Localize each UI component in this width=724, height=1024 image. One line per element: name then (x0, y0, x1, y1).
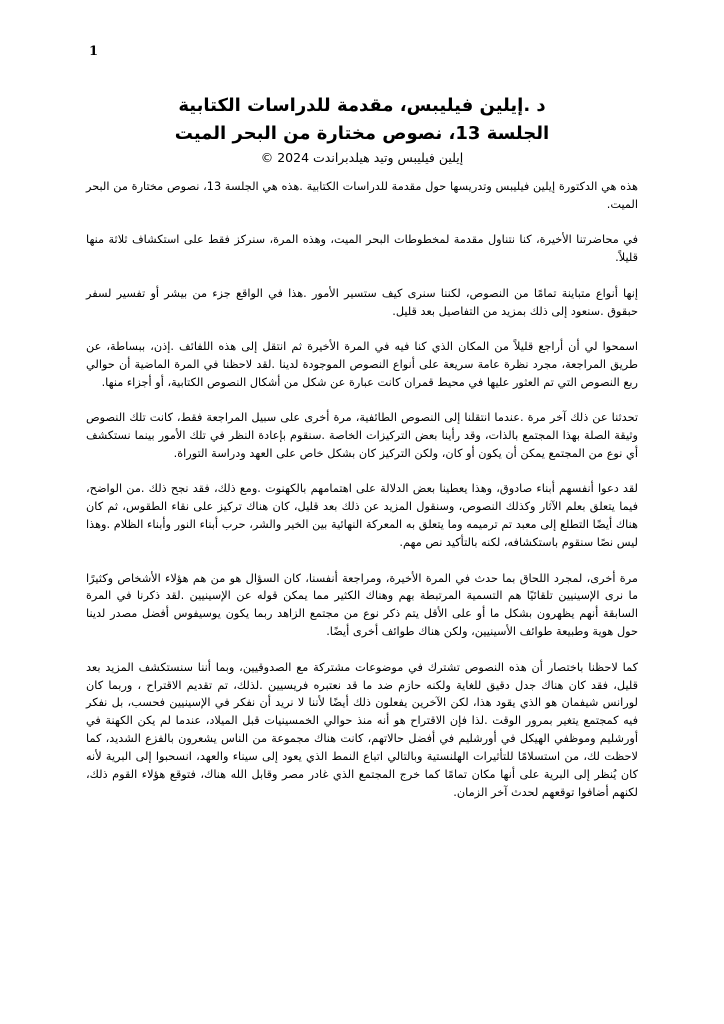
document-body (86, 178, 638, 819)
body-paragraph: مرة أخرى، لمجرد اللحاق بما حدث في المرة الأخيرة، ومراجعة أنفسنا، كان السؤال هو من هم هؤلاء الأشخاص وكثيرًا ما نرى الإسينيين تلقائيًا هم التسمية المرتبطة بهم وهناك الكثير مما يمكن قوله عن الإسينيين .لقد ذكرنا في المرة السابقة أنهم يظهرون بشكل ما أو على الأقل يتم ذكر نوع من مجتمع الزاهد ربما يكون يوسيفوس أفضل مصدر لدينا حول هوية وطبيعة طوائف الأسينيين، ولكن هناك طوائف أخرى أيضًا. (86, 571, 638, 639)
body-paragraph: كما لاحظنا باختصار أن هذه النصوص تشترك في موضوعات مشتركة مع الصدوقيين، وبما أننا سنستكشف المزيد بعد قليل، فقد كان هناك جدل دقيق للغاية ولكنه حازم ضد ما قد نعتبره فريسيين .لذلك، تم تقديم الاقتراح ، وربما كان لورانس شيفمان هو الذي يقود هذا، لكن الآخرين يفعلون ذلك أيضًا لأننا لا نريد أن نفكر في الإسينيين فحسب، بل نفكر فيه كمجتمع يتغير بمرور الوقت .لذا فإن الاقتراح هو أنه منذ حوالي الخمسينيات قبل الميلاد، عندما لم يكن الكهنة في أورشليم وموظفي الهيكل في أورشليم في أفضل حالاتهم، كانت هناك مجموعة من الناس يشعرون بالفزع الشديد، كما لاحظت لك، من استسلامًا للتأثيرات الهلنستية وبالتالي اتباع النمط الذي يعود إلى سيناء والعهد، انسحبوا إلى البرية لأنه كان يُنظر إلى البرية على أنها مكان تمامًا كما خرج المجتمع الذي غادر مصر وقابل الله هناك، فتوقع هؤلاء القوم ذلك، لكنهم أضافوا توقعهم لحدث آخر الزمان. (86, 660, 638, 799)
document-header (86, 92, 638, 167)
body-paragraph: اسمحوا لي أن أراجع قليلاً من المكان الذي كنا فيه في المرة الأخيرة ثم انتقل إلى هذه اللفائف .إذن، ببساطة، عن طريق المراجعة، مجرد نظرة عامة سريعة على أنواع النصوص الموجودة لدينا .لقد لاحظنا في المرة الماضية أن حوالي ربع النصوص التي تم العثور عليها في محيط قمران كانت عبارة عن شكل من أشكال النصوص الكتابية، أو أجزاء منها. (86, 339, 638, 389)
body-paragraph: في محاضرتنا الأخيرة، كنا نتناول مقدمة لمخطوطات البحر الميت، وهذه المرة، سنركز فقط على استكشاف ثلاثة منها قليلاً. (86, 233, 638, 265)
document-title-line-2: الجلسة 13، نصوص مختارة من البحر الميت (174, 123, 550, 144)
page-number: 1 (89, 44, 99, 59)
body-paragraph: إنها أنواع متباينة تمامًا من النصوص، لكننا سنرى كيف ستسير الأمور .هذا في الواقع جزء من بيشر أو تفسير لسفر حبقوق .سنعود إلى ذلك بمزيد من التفاصيل بعد قليل. (86, 286, 638, 318)
copyright-byline: إيلين فيليبس وتيد هيلدبراندت 2024 © (260, 150, 464, 165)
body-paragraph: لقد دعوا أنفسهم أبناء صادوق، وهذا يعطينا بعض الدلالة على اهتمامهم بالكهنوت .ومع ذلك، فقد نجح ذلك .من الواضح، فيما يتعلق بعلم الآثار وكذلك النصوص، وسنقول المزيد عن ذلك بعد قليل، كان هناك تركيز على نقاء الطقوس، ثم كان هناك أيضًا التطلع إلى معبد تم ترميمه وما يتعلق به المعركة النهائية بين الخير والشر، حرب أبناء النور وأبناء الظلام .وهذا ليس نصًا سنقوم باستكشافه، لكنه بالتأكيد نص مهم. (86, 482, 638, 550)
body-paragraph: تحدثنا عن ذلك آخر مرة .عندما انتقلنا إلى النصوص الطائفية، مرة أخرى على سبيل المراجعة فقط، كانت تلك النصوص وثيقة الصلة بهذا المجتمع بالذات، وقد رأينا بعض التركيزات الخاصة .سنقوم بإعادة النظر في تلك الأمور بينما نستكشف أي نوع من المجتمع يمكن أن يكون أو كان، ولكن التركيز كان بشكل خاص على العهد ودراسة التوراة. (86, 411, 638, 460)
document-title-line-1: د .إيلين فيليبس، مقدمة للدراسات الكتابية (178, 95, 546, 116)
body-paragraph: هذه هي الدكتورة إيلين فيليبس وتدريسها حول مقدمة للدراسات الكتابية .هذه هي الجلسة 13، نصوص مختارة من البحر الميت. (86, 180, 638, 211)
